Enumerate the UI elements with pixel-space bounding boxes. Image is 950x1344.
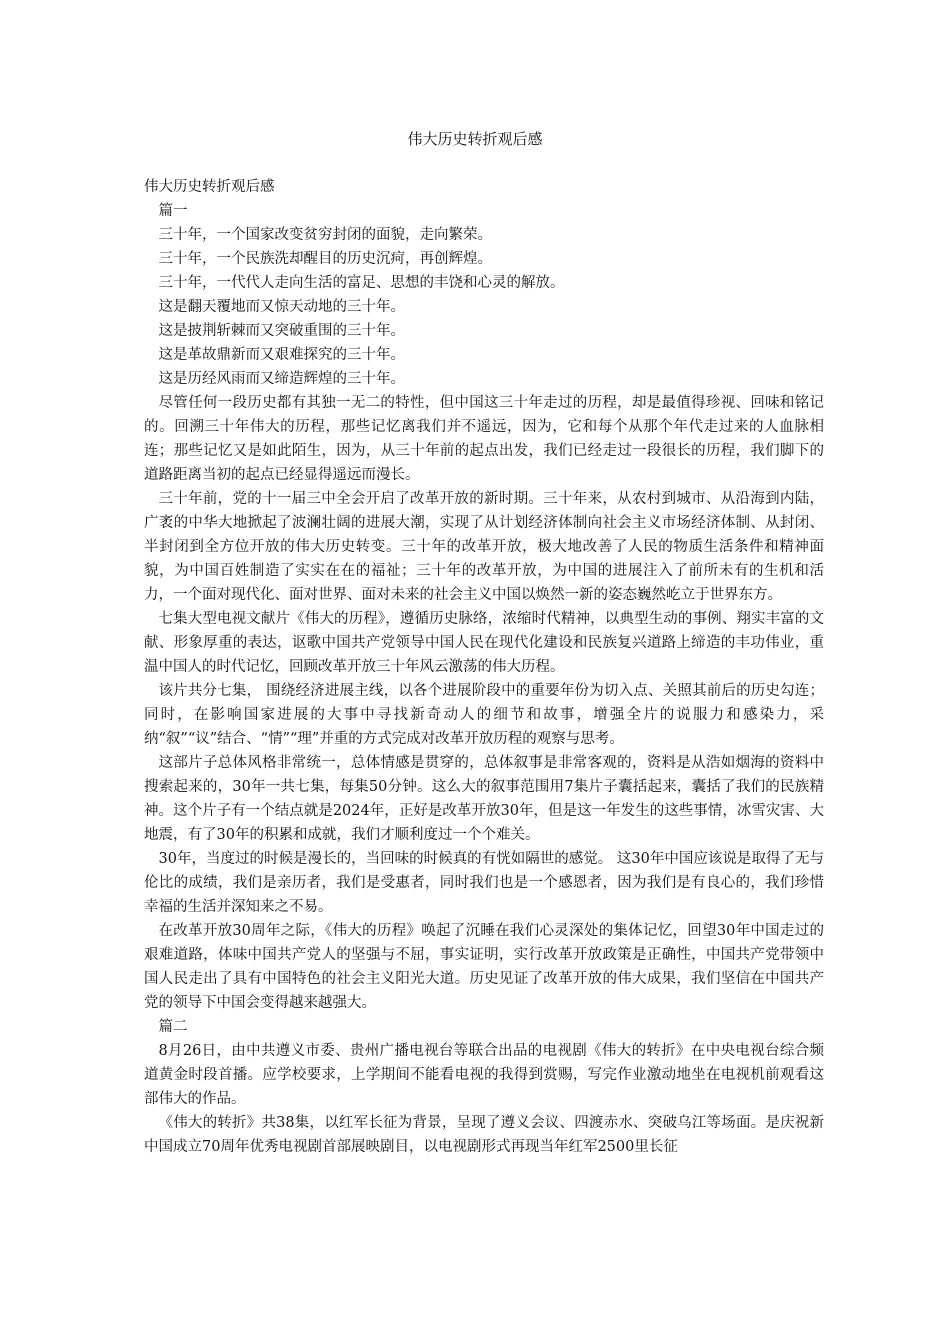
- paragraph-list: [144, 199, 824, 1159]
- paragraph: 这部片子总体风格非常统一，总体情感是贯穿的，总体叙事是非常客观的，资料是从浩如烟海的资料中搜索起来的，30年一共七集，每集50分钟。这么大的叙事范围用7集片子囊括起来，囊括了我们的民族精神。这个片子有一个结点就是2024年，正好是改革开放30年，但是这一年发生的这些事情，冰雪灾害、大地震，有了30年的积累和成就，我们才顺利度过一个个难关。: [144, 755, 824, 843]
- paragraph: 这是翻天覆地而又惊天动地的三十年。: [158, 299, 405, 315]
- paragraph: 三十年，一个民族洗却醒目的历史沉疴，再创辉煌。: [158, 251, 492, 267]
- paragraph: 篇一: [158, 203, 188, 219]
- paragraph: 这是披荆斩棘而又突破重围的三十年。: [158, 323, 405, 339]
- document-title: 伟大历史转折观后感: [407, 130, 543, 148]
- paragraph: 尽管任何一段历史都有其独一无二的特性，但中国这三十年走过的历程，却是最值得珍视、回味和铭记的。回溯三十年伟大的历程，那些记忆离我们并不遥远，因为，它和每个从那个年代走过来的人血脉相连；那些记忆又是如此陌生，因为，从三十年前的起点出发，我们已经走过一段很长的历程，我们脚下的道路距离当初的起点已经显得遥远而漫长。: [144, 395, 824, 483]
- paragraph: 这是历经风雨而又缔造辉煌的三十年。: [158, 371, 405, 387]
- paragraph: 8月26日，由中共遵义市委、贵州广播电视台等联合出品的电视剧《伟大的转折》在中央电视台综合频道黄金时段首播。应学校要求，上学期间不能看电视的我得到赏赐，写完作业激动地坐在电视机前观看这部伟大的作品。: [144, 1043, 824, 1107]
- paragraph: 这是革故鼎新而又艰难探究的三十年。: [158, 347, 405, 363]
- paragraph: 篇二: [158, 1019, 188, 1035]
- paragraph: 三十年前，党的十一届三中全会开启了改革开放的新时期。三十年来，从农村到城市、从沿海到内陆，广袤的中华大地掀起了波澜壮阔的进展大潮，实现了从计划经济体制向社会主义市场经济体制、从封闭、半封闭到全方位开放的伟大历史转变。三十年的改革开放，极大地改善了人民的物质生活条件和精神面貌，为中国百姓制造了实实在在的福祉；三十年的改革开放，为中国的进展注入了前所未有的生机和活力，一个面对现代化、面对世界、面对未来的社会主义中国以焕然一新的姿态巍然屹立于世界东方。: [144, 491, 824, 603]
- paragraph: 三十年，一个国家改变贫穷封闭的面貌，走向繁荣。: [158, 227, 492, 243]
- document-heading: 伟大历史转折观后感: [144, 179, 275, 195]
- paragraph: 30年，当度过的时候是漫长的，当回味的时候真的有恍如隔世的感觉。 这30年中国应该说是取得了无与伦比的成绩，我们是亲历者，我们是受惠者，同时我们也是一个感恩者，因为我们是有良心的，我们珍惜幸福的生活并深知来之不易。: [144, 851, 824, 915]
- document-body: [144, 175, 824, 1159]
- paragraph: 该片共分七集， 围绕经济进展主线，以各个进展阶段中的重要年份为切入点、关照其前后的历史勾连；同时，在影响国家进展的大事中寻找新奇动人的细节和故事，增强全片的说服力和感染力，采纳“叙”“议”结合、“情”“理”并重的方式完成对改革开放历程的观察与思考。: [144, 683, 824, 747]
- paragraph: 在改革开放30周年之际，《伟大的历程》唤起了沉睡在我们心灵深处的集体记忆，回望30年中国走过的艰难道路，体味中国共产党人的坚强与不屈，事实证明，实行改革开放政策是正确性，中国共产党带领中国人民走出了具有中国特色的社会主义阳光大道。历史见证了改革开放的伟大成果，我们坚信在中国共产党的领导下中国会变得越来越强大。: [144, 923, 824, 1011]
- paragraph: 三十年，一代代人走向生活的富足、思想的丰饶和心灵的解放。: [158, 275, 565, 291]
- paragraph: 《伟大的转折》共38集，以红军长征为背景，呈现了遵义会议、四渡赤水、突破乌江等场面。是庆祝新中国成立70周年优秀电视剧首部展映剧目，以电视剧形式再现当年红军2500里长征: [144, 1115, 824, 1155]
- paragraph: 七集大型电视文献片《伟大的历程》，遵循历史脉络，浓缩时代精神，以典型生动的事例、翔实丰富的文献、形象厚重的表达，讴歌中国共产党领导中国人民在现代化建设和民族复兴道路上缔造的丰功伟业，重温中国人的时代记忆，回顾改革开放三十年风云激荡的伟大历程。: [144, 611, 824, 675]
